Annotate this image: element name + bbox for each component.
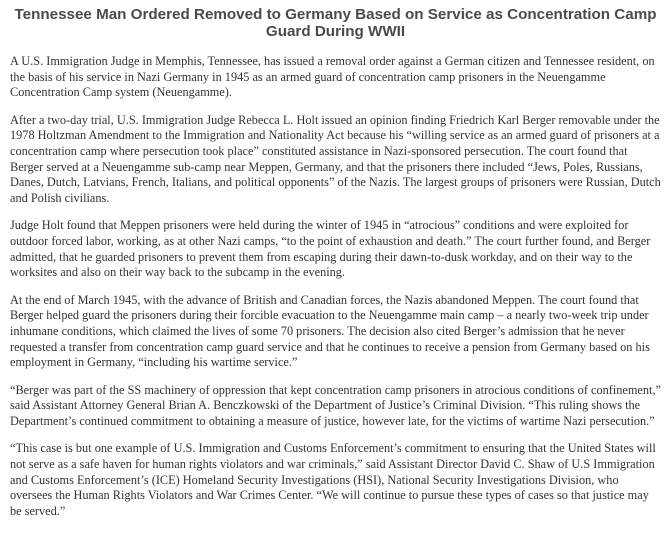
article-title: Tennessee Man Ordered Removed to Germany Based on Service as Concentration Camp Guard During WWII xyxy=(14,6,657,40)
article-paragraph: “Berger was part of the SS machinery of oppression that kept concentration camp prisoners in atrocious conditions of confinement,” said Assistant Attorney General Brian A. Benczkowski of the Department of Justice’s Criminal Division. “This ruling shows the Department’s continued commitment to obtaining a measure of justice, however late, for the victims of wartime Nazi persecution.” xyxy=(10,382,661,428)
article-paragraph: Judge Holt found that Meppen prisoners were held during the winter of 1945 in “atrocious” conditions and were exploited for outdoor forced labor, working, as at other Nazi camps, “to the point of exhaustion and death.” The court further found, and Berger admitted, that he guarded prisoners to prevent them from escaping during their dawn-to-dusk workday, and on their way to the worksites and also on their way back to the subcamp in the evening. xyxy=(10,218,651,280)
article-paragraph: After a two-day trial, U.S. Immigration Judge Rebecca L. Holt issued an opinion finding Friedrich Karl Berger removable under the 1978 Holtzman Amendment to the Immigration and Nationality Act because his “willing service as an armed guard of prisoners at a concentration camp where persecution took place” constituted assistance in Nazi-sponsored persecution. The court found that Berger served at a Neuengamme sub-camp near Meppen, Germany, and that the prisoners there included “Jews, Poles, Russians, Danes, Dutch, Latvians, French, Italians, and political opponents” of the Nazis. The largest groups of prisoners were Russian, Dutch and Polish civilians. xyxy=(10,112,661,205)
article-paragraph: A U.S. Immigration Judge in Memphis, Tennessee, has issued a removal order against a German citizen and Tennessee resident, on the basis of his service in Nazi Germany in 1945 as an armed guard of concentration camp prisoners in the Neuengamme Concentration Camp system (Neuengamme). xyxy=(10,54,655,100)
article-paragraph: At the end of March 1945, with the advance of British and Canadian forces, the Nazis abandoned Meppen. The court found that Berger helped guard the prisoners during their forcible evacuation to the Neuengamme main camp – a nearly two-week trip under inhumane conditions, which claimed the lives of some 70 prisoners. The decision also cited Berger’s admission that he never requested a transfer from concentration camp guard service and that he continues to receive a pension from Germany based on his employment in Germany, “including his wartime service.” xyxy=(10,292,650,370)
article-paragraph: “This case is but one example of U.S. Immigration and Customs Enforcement’s commitment to ensuring that the United States will not serve as a safe haven for human rights violators and war criminals,” said Assistant Director David C. Shaw of U.S Immigration and Customs Enforcement’s (ICE) Homeland Security Investigations (HSI), National Security Investigations Division, who oversees the Human Rights Violators and War Crimes Center. “We will continue to pursue these types of cases so that justice may be served.” xyxy=(10,441,656,518)
